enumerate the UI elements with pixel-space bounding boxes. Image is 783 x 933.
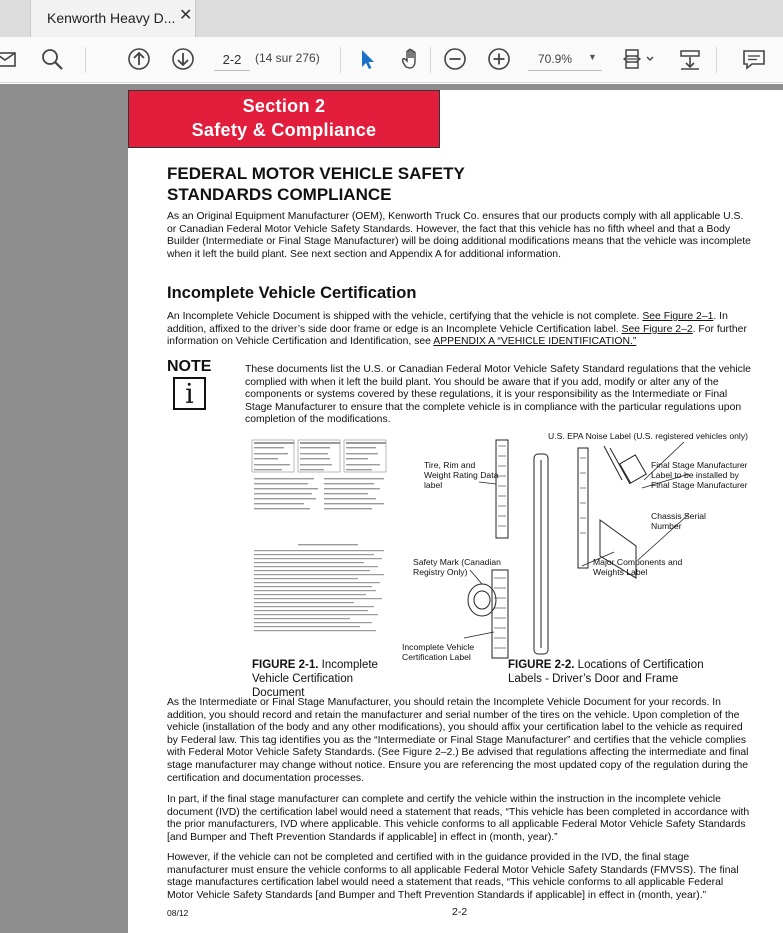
select-pointer-icon[interactable]	[353, 45, 381, 73]
info-icon	[173, 377, 206, 410]
scroll-mode-icon[interactable]	[676, 45, 704, 73]
cert-text-3: . For further information on Vehicle Certification and Identification, see	[167, 323, 747, 348]
zoom-select[interactable]	[528, 49, 602, 71]
section-number: Section 2	[242, 96, 326, 116]
intro-paragraph: As an Original Equipment Manufacturer (OEM), Kenworth Truck Co. ensures that our products comply with all applicable U.S. or Canadian Federal Motor Vehicle Safety Standards. However, the fact that this vehicle has no fifth wheel and that a Body Builder (Intermediate or Final Stage Manufacturer) will be doing additional modifications means that the vehicle was incomplete when it left the build plant. See next section and Appendix A for additional information.	[167, 211, 751, 260]
incomplete-vehicle-document-image	[248, 438, 410, 638]
figure-2-1-caption	[252, 658, 408, 700]
figure-2-2-text: Locations of Certification Labels - Driver’s Door and Frame	[508, 659, 704, 685]
fit-page-icon[interactable]	[620, 45, 660, 73]
footer-page-number: 2-2	[452, 906, 468, 918]
search-icon[interactable]	[38, 45, 66, 73]
page-number-input[interactable]	[214, 49, 250, 71]
cert-text-2: . In addition, affixed to the driver’s side door frame or edge is an Incomplete Vehicle Certification label.	[167, 311, 728, 335]
body-paragraph-3: However, if the vehicle can not be completed and certified with in the guidance provided in the IVD, the final stage manufacturer must ensure the vehicle conforms to all applicable Federal Motor Vehicle Safety Standards (FMVSS). The final stage manufactures certification label would need a statement that reads, “This vehicle conforms to all applicable Federal Motor Vehicle Safety Standards [and Bumper and Theft Prevention Standards if applicable] in effect in (month, year).”	[167, 852, 739, 901]
figure-2-1-text: Incomplete Vehicle Certification Document	[252, 659, 378, 699]
section-heading: Incomplete Vehicle Certification	[167, 284, 417, 302]
body-paragraph-1: As the Intermediate or Final Stage Manufacturer, you should retain the Incomplete Vehicle Document for your records. In addition, you should record and retain the manufacturer and serial number of the tires on the vehicle. Upon completion of the vehicle (installation of the body and any other modifications), you should affix your certification label to the vehicle as required by Federal law. This tag identifies you as the “Intermediate or Final Stage Manufacturer” and certifies that the vehicle complies with Federal Motor Vehicle Safety Standards. (See Figure 2–2.) Be advised that regulations affecting the intermediate and final stage manufacturer may change without notice. Ensure you are referencing the most updated copy of the regulation during the certification and documentation processes.	[167, 697, 749, 784]
zoom-value: 70.9%	[538, 52, 573, 66]
callout-tire-rim-label: Tire, Rim and Weight Rating Data label	[424, 460, 499, 490]
appendix-a-link[interactable]: APPENDIX A “VEHICLE IDENTIFICATION.”	[433, 336, 637, 348]
hand-tool-icon[interactable]	[397, 45, 425, 73]
page-count: (14 sur 276)	[255, 51, 320, 65]
figure-2-1-number: FIGURE 2-1.	[252, 659, 319, 671]
page-title-line2: STANDARDS COMPLIANCE	[167, 185, 392, 204]
comment-icon[interactable]	[740, 45, 768, 73]
callout-incomplete-label: Incomplete Vehicle Certification Label	[402, 642, 475, 662]
tab-title: Kenworth Heavy D...	[47, 10, 176, 26]
callout-epa-noise-label: U.S. EPA Noise Label (U.S. registered vehicles only)	[548, 431, 748, 441]
previous-page-icon[interactable]	[125, 45, 153, 73]
footer-date: 08/12	[167, 908, 189, 918]
chevron-down-icon: ▼	[588, 52, 597, 62]
certification-paragraph	[167, 311, 752, 349]
body-paragraph-2: In part, if the final stage manufacturer can complete and certify the vehicle within the instruction in the incomplete vehicle document (IVD) the certification label would need a statement that reads, “This vehicle has been completed in accordance with the prior manufacturers, IVD where applicable. This vehicle conforms to all applicable Federal Motor Vehicle Safety Standards [and Bumper and Theft Prevention Standards if applicable] in effect in (month, year).”	[167, 794, 750, 843]
mail-icon[interactable]	[0, 45, 20, 73]
note-label: NOTE	[167, 358, 212, 375]
pdf-toolbar	[0, 37, 783, 83]
callout-final-stage-label: Final Stage Manufacturer Label to be installed by Final Stage Manufacturer	[651, 460, 748, 490]
next-page-icon[interactable]	[169, 45, 197, 73]
pdf-page[interactable]	[128, 90, 783, 933]
page-title	[167, 163, 465, 205]
figure-2-2-link[interactable]: See Figure 2–2	[621, 323, 693, 335]
zoom-in-icon[interactable]	[485, 45, 513, 73]
callout-chassis-serial: Chassis Serial Number	[651, 511, 706, 531]
callout-safety-mark: Safety Mark (Canadian Registry Only)	[413, 557, 501, 577]
section-banner	[128, 90, 440, 148]
tab-strip	[0, 0, 783, 37]
zoom-out-icon[interactable]	[441, 45, 469, 73]
document-tab[interactable]	[30, 0, 196, 37]
info-icon-glyph: i	[185, 379, 194, 410]
note-text: These documents list the U.S. or Canadian Federal Motor Vehicle Safety Standard regulations that the vehicle complied with when it left the build plant. You should be aware that if you add, modify or alter any of the components or systems covered by these regulations, it is your responsibility as the Intermediate or Final Stage Manufacturer to ensure that the complete vehicle is in compliance with the particular regulations upon completion of the modifications.	[245, 364, 751, 426]
cert-text-1: An Incomplete Vehicle Document is shipped with the vehicle, certifying that the vehicle is not complete.	[167, 311, 640, 322]
toolbar-separator	[85, 47, 86, 73]
close-icon[interactable]: ✕	[179, 7, 193, 24]
section-title: Safety & Compliance	[191, 120, 377, 140]
callout-major-components: Major Components and Weights Label	[593, 557, 683, 577]
toolbar-separator	[340, 47, 341, 73]
toolbar-separator	[430, 47, 431, 73]
figure-2-2-number: FIGURE 2-2.	[508, 659, 575, 671]
figure-2-2-caption	[508, 658, 718, 686]
toolbar-separator	[716, 47, 717, 73]
page-title-line1: FEDERAL MOTOR VEHICLE SAFETY	[167, 164, 465, 183]
figure-2-1-link[interactable]: See Figure 2–1	[642, 311, 714, 322]
